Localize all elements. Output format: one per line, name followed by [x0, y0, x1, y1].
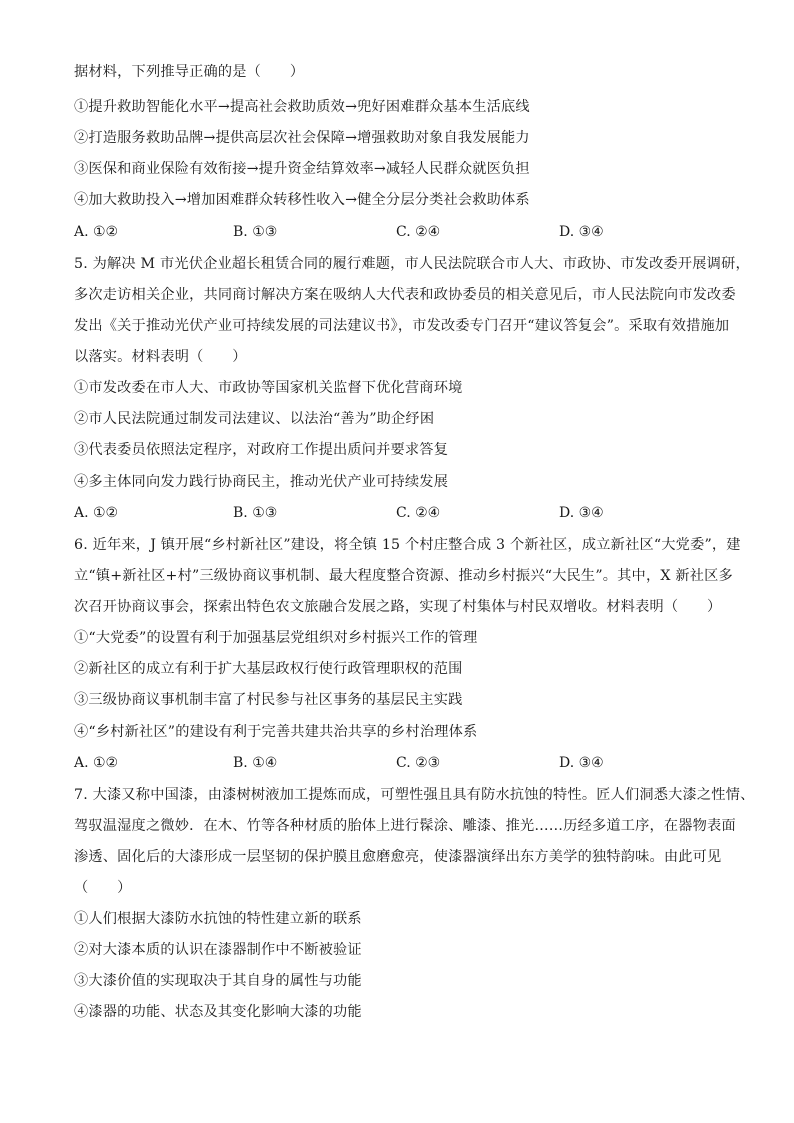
question-5-statement-3: ③代表委员依照法定程序，对政府工作提出质问并要求答复	[74, 442, 449, 458]
question-7-statement-4: ④漆器的功能、状态及其变化影响大漆的功能	[74, 1004, 362, 1020]
question-6-statement-1: ①“大党委”的设置有利于加强基层党组织对乡村振兴工作的管理	[74, 630, 478, 646]
question-4-statement-2: ②打造服务救助品牌→提供高层次社会保障→增强救助对象自我发展能力	[74, 130, 530, 146]
question-4-option-c[interactable]: C. ②④	[396, 224, 441, 240]
question-5-options	[74, 503, 734, 523]
question-5-option-a[interactable]: A. ①②	[74, 505, 119, 521]
question-6-statement-4: ④“乡村新社区”的建设有利于完善共建共治共享的乡村治理体系	[74, 724, 478, 740]
question-7-stem-line-1: 7. 大漆又称中国漆，由漆树树液加工提炼而成，可塑性强且具有防水抗蚀的特性。匠人们洞悉大漆之性情、	[74, 787, 755, 803]
question-4-statement-3: ③医保和商业保险有效衔接→提升资金结算效率→减轻人民群众就医负担	[74, 161, 530, 177]
question-7-statement-3: ③大漆价值的实现取决于其自身的属性与功能	[74, 973, 362, 989]
question-5-stem-line-4: 以落实。材料表明（ ）	[74, 349, 247, 365]
question-7-stem-line-2: 驾驭温湿度之微妙．在木、竹等各种材质的胎体上进行髹涂、雕漆、推光……历经多道工序，在器物表面	[74, 818, 736, 834]
question-5-stem-line-2: 多次走访相关企业，共同商讨解决方案在吸纳人大代表和政协委员的相关意见后，市人民法院向市发改委	[74, 287, 736, 303]
question-5-stem-line-1: 5. 为解决 M 市光伏企业超长租赁合同的履行难题，市人民法院联合市人大、市政协、市发改委开展调研，	[74, 256, 750, 272]
question-7-stem-line-3: 渗透、固化后的大漆形成一层坚韧的保护膜且愈磨愈亮，使漆器演绎出东方美学的独特韵味。由此可见	[74, 849, 722, 865]
question-5-option-d[interactable]: D. ③④	[559, 505, 604, 521]
question-5-stem-line-3: 发出《关于推动光伏产业可持续发展的司法建议书》，市发改委专门召开“建议答复会”。采取有效措施加	[74, 318, 730, 334]
question-4-option-a[interactable]: A. ①②	[74, 224, 119, 240]
question-6-option-a[interactable]: A. ①②	[74, 755, 119, 771]
question-7-statement-2: ②对大漆本质的认识在漆器制作中不断被验证	[74, 942, 362, 958]
question-4-option-d[interactable]: D. ③④	[559, 224, 604, 240]
question-4-statement-1: ①提升救助智能化水平→提高社会救助质效→兜好困难群众基本生活底线	[74, 99, 530, 115]
question-4-options	[74, 222, 734, 242]
question-6-stem-line-2: 立“镇+新社区+村”三级协商议事机制、最大程度整合资源、推动乡村振兴“大民生”。其中，X 新社区多	[74, 568, 733, 584]
question-7-statement-1: ①人们根据大漆防水抗蚀的特性建立新的联系	[74, 911, 362, 927]
question-6-statement-2: ②新社区的成立有利于扩大基层政权行使行政管理职权的范围	[74, 661, 463, 677]
question-6-options	[74, 753, 734, 773]
question-6-stem-line-3: 次召开协商议事会，探索出特色农文旅融合发展之路，实现了村集体与村民双增收。材料表明（ ）	[74, 599, 722, 615]
question-6-option-d[interactable]: D. ③④	[559, 755, 604, 771]
question-5-option-b[interactable]: B. ①③	[233, 505, 278, 521]
question-5-statement-2: ②市人民法院通过制发司法建议、以法治“善为”助企纾困	[74, 411, 435, 427]
question-4-statement-4: ④加大救助投入→增加困难群众转移性收入→健全分层分类社会救助体系	[74, 192, 530, 208]
question-4-option-b[interactable]: B. ①③	[233, 224, 278, 240]
question-5-option-c[interactable]: C. ②④	[396, 505, 441, 521]
question-6-option-b[interactable]: B. ①④	[233, 755, 278, 771]
question-6-option-c[interactable]: C. ②③	[396, 755, 441, 771]
question-7-stem-line-4: （ ）	[74, 880, 132, 896]
question-6-statement-3: ③三级协商议事机制丰富了村民参与社区事务的基层民主实践	[74, 692, 463, 708]
question-5-statement-1: ①市发改委在市人大、市政协等国家机关监督下优化营商环境	[74, 380, 463, 396]
question-6-stem-line-1: 6. 近年来，J 镇开展“乡村新社区”建设，将全镇 15 个村庄整合成 3 个新社区，成立新社区“大党委”，建	[74, 537, 741, 553]
question-4-stem-end: 据材料，下列推导正确的是（ ）	[74, 64, 305, 80]
question-5-statement-4: ④多主体同向发力践行协商民主，推动光伏产业可持续发展	[74, 474, 449, 490]
